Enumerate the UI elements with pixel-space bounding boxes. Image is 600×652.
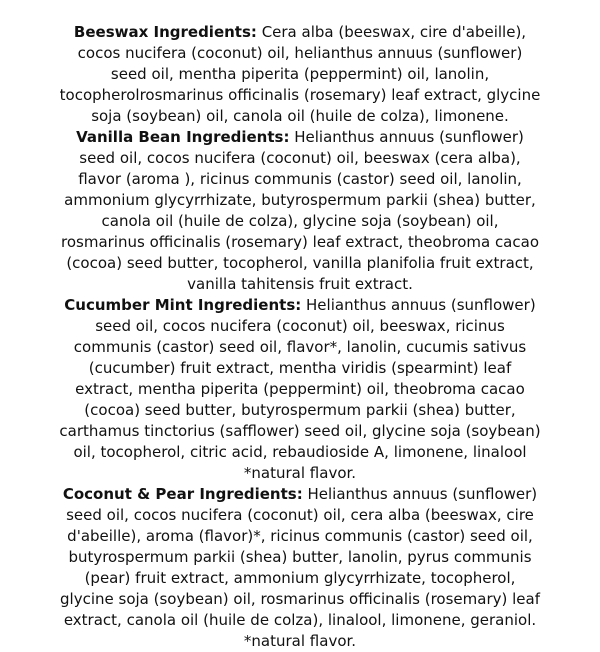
beeswax-ingredients-section (58, 22, 542, 127)
ingredients-document (58, 22, 542, 652)
beeswax-ingredients-text: Cera alba (beeswax, cire d'abeille), cocos nucifera (coconut) oil, helianthus annuus (sunflower) seed oil, mentha piperita (peppermint) oil, lanolin, tocopherolrosmarinus officinalis (rosemary) leaf extract, glycine soja (soybean) oil, canola oil (huile de colza), limonene. (59, 23, 541, 125)
coconut-pear-ingredients-text: Helianthus annuus (sunflower) seed oil, cocos nucifera (coconut) oil, cera alba (beeswax, cire d'abeille), aroma (flavor)*, ricinus communis (castor) seed oil, butyrospermum parkii (shea) butter, lanolin, pyrus communis (pear) fruit extract, ammonium glycyrrhizate, tocopherol, glycine soja (soybean) oil, rosmarinus officinalis (rosemary) leaf extract, canola oil (huile de colza), linalool, limonene, geraniol. *natural flavor. (60, 485, 540, 650)
vanilla-bean-heading: Vanilla Bean Ingredients: (76, 128, 290, 146)
coconut-pear-heading: Coconut & Pear Ingredients: (62, 485, 303, 503)
cucumber-mint-ingredients-section (58, 295, 542, 484)
cucumber-mint-ingredients-text: Helianthus annuus (sunflower) seed oil, cocos nucifera (coconut) oil, beeswax, ricinus communis (castor) seed oil, flavor*, lanolin, cucumis sativus (cucumber) fruit extract, mentha viridis (spearmint) leaf extract, mentha piperita (peppermint) oil, theobroma cacao (cocoa) seed butter, butyrospermum parkii (shea) butter, carthamus tinctorius (safflower) seed oil, glycine soja (soybean) oil, tocopherol, citric acid, rebaudioside A, limonene, linalool *natural flavor. (59, 296, 541, 482)
coconut-pear-ingredients-section (58, 484, 542, 652)
beeswax-heading: Beeswax Ingredients: (73, 23, 257, 41)
vanilla-bean-ingredients-text: Helianthus annuus (sunflower) seed oil, cocos nucifera (coconut) oil, beeswax (cera alba), flavor (aroma ), ricinus communis (castor) seed oil, lanolin, ammonium glycyrrhizate, butyrospermum parkii (shea) butter, canola oil (huile de colza), glycine soja (soybean) oil, rosmarinus officinalis (rosemary) leaf extract, theobroma cacao (cocoa) seed butter, tocopherol, vanilla planifolia fruit extract, vanilla tahitensis fruit extract. (61, 128, 539, 293)
vanilla-bean-ingredients-section (58, 127, 542, 295)
cucumber-mint-heading: Cucumber Mint Ingredients: (64, 296, 302, 314)
